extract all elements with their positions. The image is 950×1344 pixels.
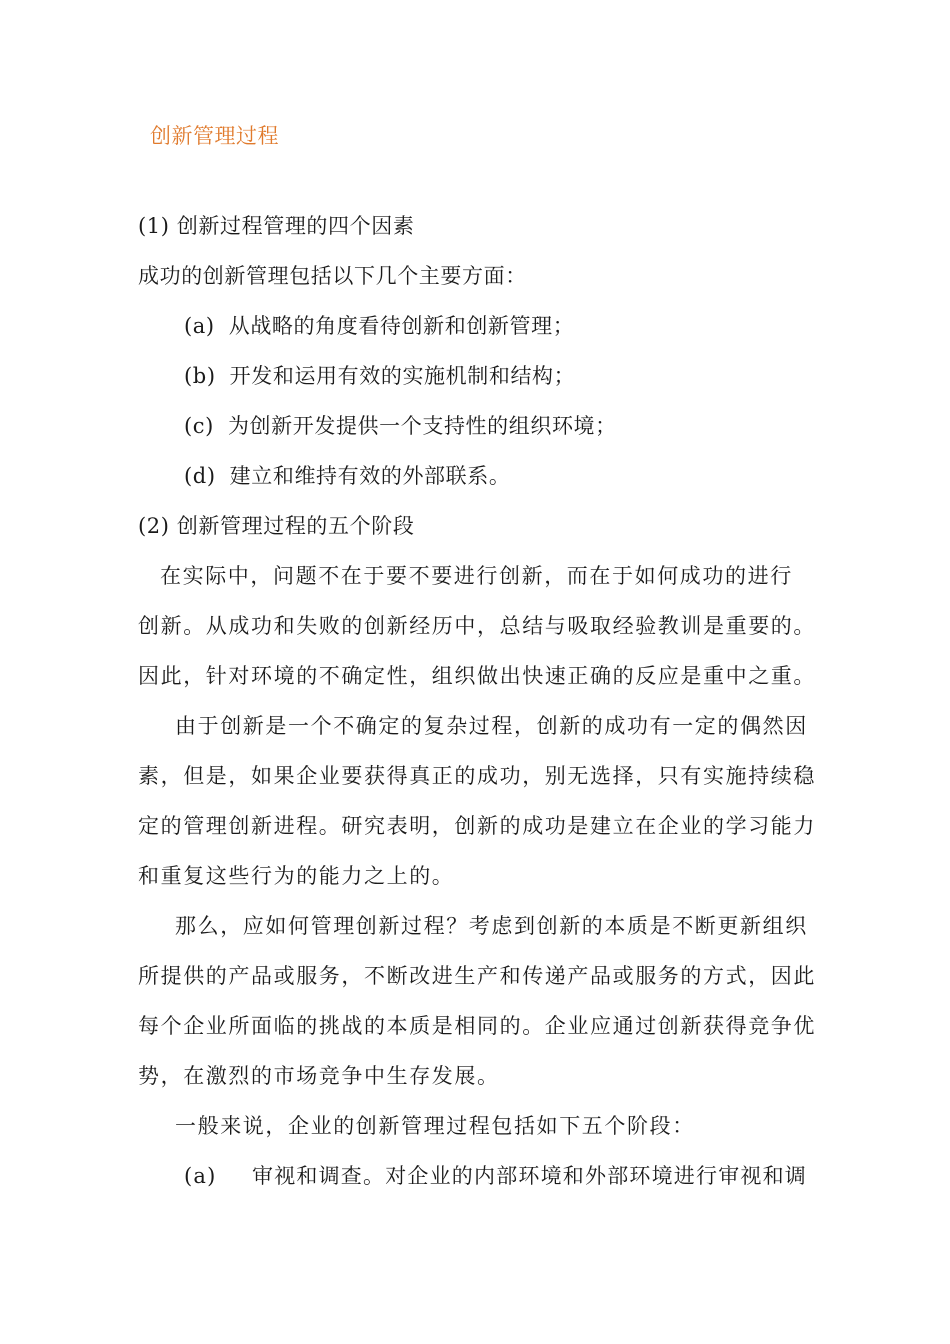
list-item bbox=[184, 462, 510, 490]
paragraph-line: 一般来说，企业的创新管理过程包括如下五个阶段： bbox=[175, 1114, 695, 1138]
list-item bbox=[184, 312, 574, 340]
paragraph-line: 和重复这些行为的能力之上的。 bbox=[138, 864, 455, 888]
paragraph-line: 那么，应如何管理创新过程？考虑到创新的本质是不断更新组织 bbox=[175, 914, 808, 938]
paragraph-line: 势，在激烈的市场竞争中生存发展。 bbox=[138, 1064, 500, 1088]
list-item-text: 建立和维持有效的外部联系。 bbox=[229, 464, 511, 488]
stage-list-item bbox=[184, 1162, 807, 1190]
section1-intro: 成功的创新管理包括以下几个主要方面： bbox=[138, 264, 527, 288]
document-title: 创新管理过程 bbox=[150, 124, 279, 148]
paragraph-line: 因此，针对环境的不确定性，组织做出快速正确的反应是重中之重。 bbox=[138, 664, 816, 688]
paragraph-line: 定的管理创新进程。研究表明，创新的成功是建立在企业的学习能力 bbox=[138, 814, 816, 838]
list-item-text: 从战略的角度看待创新和创新管理； bbox=[228, 314, 575, 338]
list-marker: (a) bbox=[184, 314, 215, 338]
paragraph-line: 每个企业所面临的挑战的本质是相同的。企业应通过创新获得竞争优 bbox=[138, 1014, 816, 1038]
list-item-text: 开发和运用有效的实施机制和结构； bbox=[229, 364, 576, 388]
list-marker: (a) bbox=[184, 1164, 217, 1188]
paragraph-line: 由于创新是一个不确定的复杂过程，创新的成功有一定的偶然因 bbox=[175, 714, 808, 738]
section1-heading: (1) 创新过程管理的四个因素 bbox=[138, 214, 415, 238]
list-item-text: 为创新开发提供一个支持性的组织环境； bbox=[227, 414, 617, 438]
list-marker: (c) bbox=[184, 414, 214, 438]
paragraph-line: 所提供的产品或服务，不断改进生产和传递产品或服务的方式，因此 bbox=[138, 964, 816, 988]
list-marker: (b) bbox=[184, 364, 216, 388]
list-item bbox=[184, 362, 575, 390]
paragraph-line: 在实际中，问题不在于要不要进行创新，而在于如何成功的进行 bbox=[160, 564, 793, 588]
paragraph-line: 创新。从成功和失败的创新经历中，总结与吸取经验教训是重要的。 bbox=[138, 614, 816, 638]
list-marker: (d) bbox=[184, 464, 216, 488]
paragraph-line: 素，但是，如果企业要获得真正的成功，别无选择，只有实施持续稳 bbox=[138, 764, 816, 788]
list-item bbox=[184, 412, 617, 440]
section2-heading: (2) 创新管理过程的五个阶段 bbox=[138, 514, 415, 538]
list-item-text: 审视和调查。对企业的内部环境和外部环境进行审视和调 bbox=[252, 1164, 807, 1188]
